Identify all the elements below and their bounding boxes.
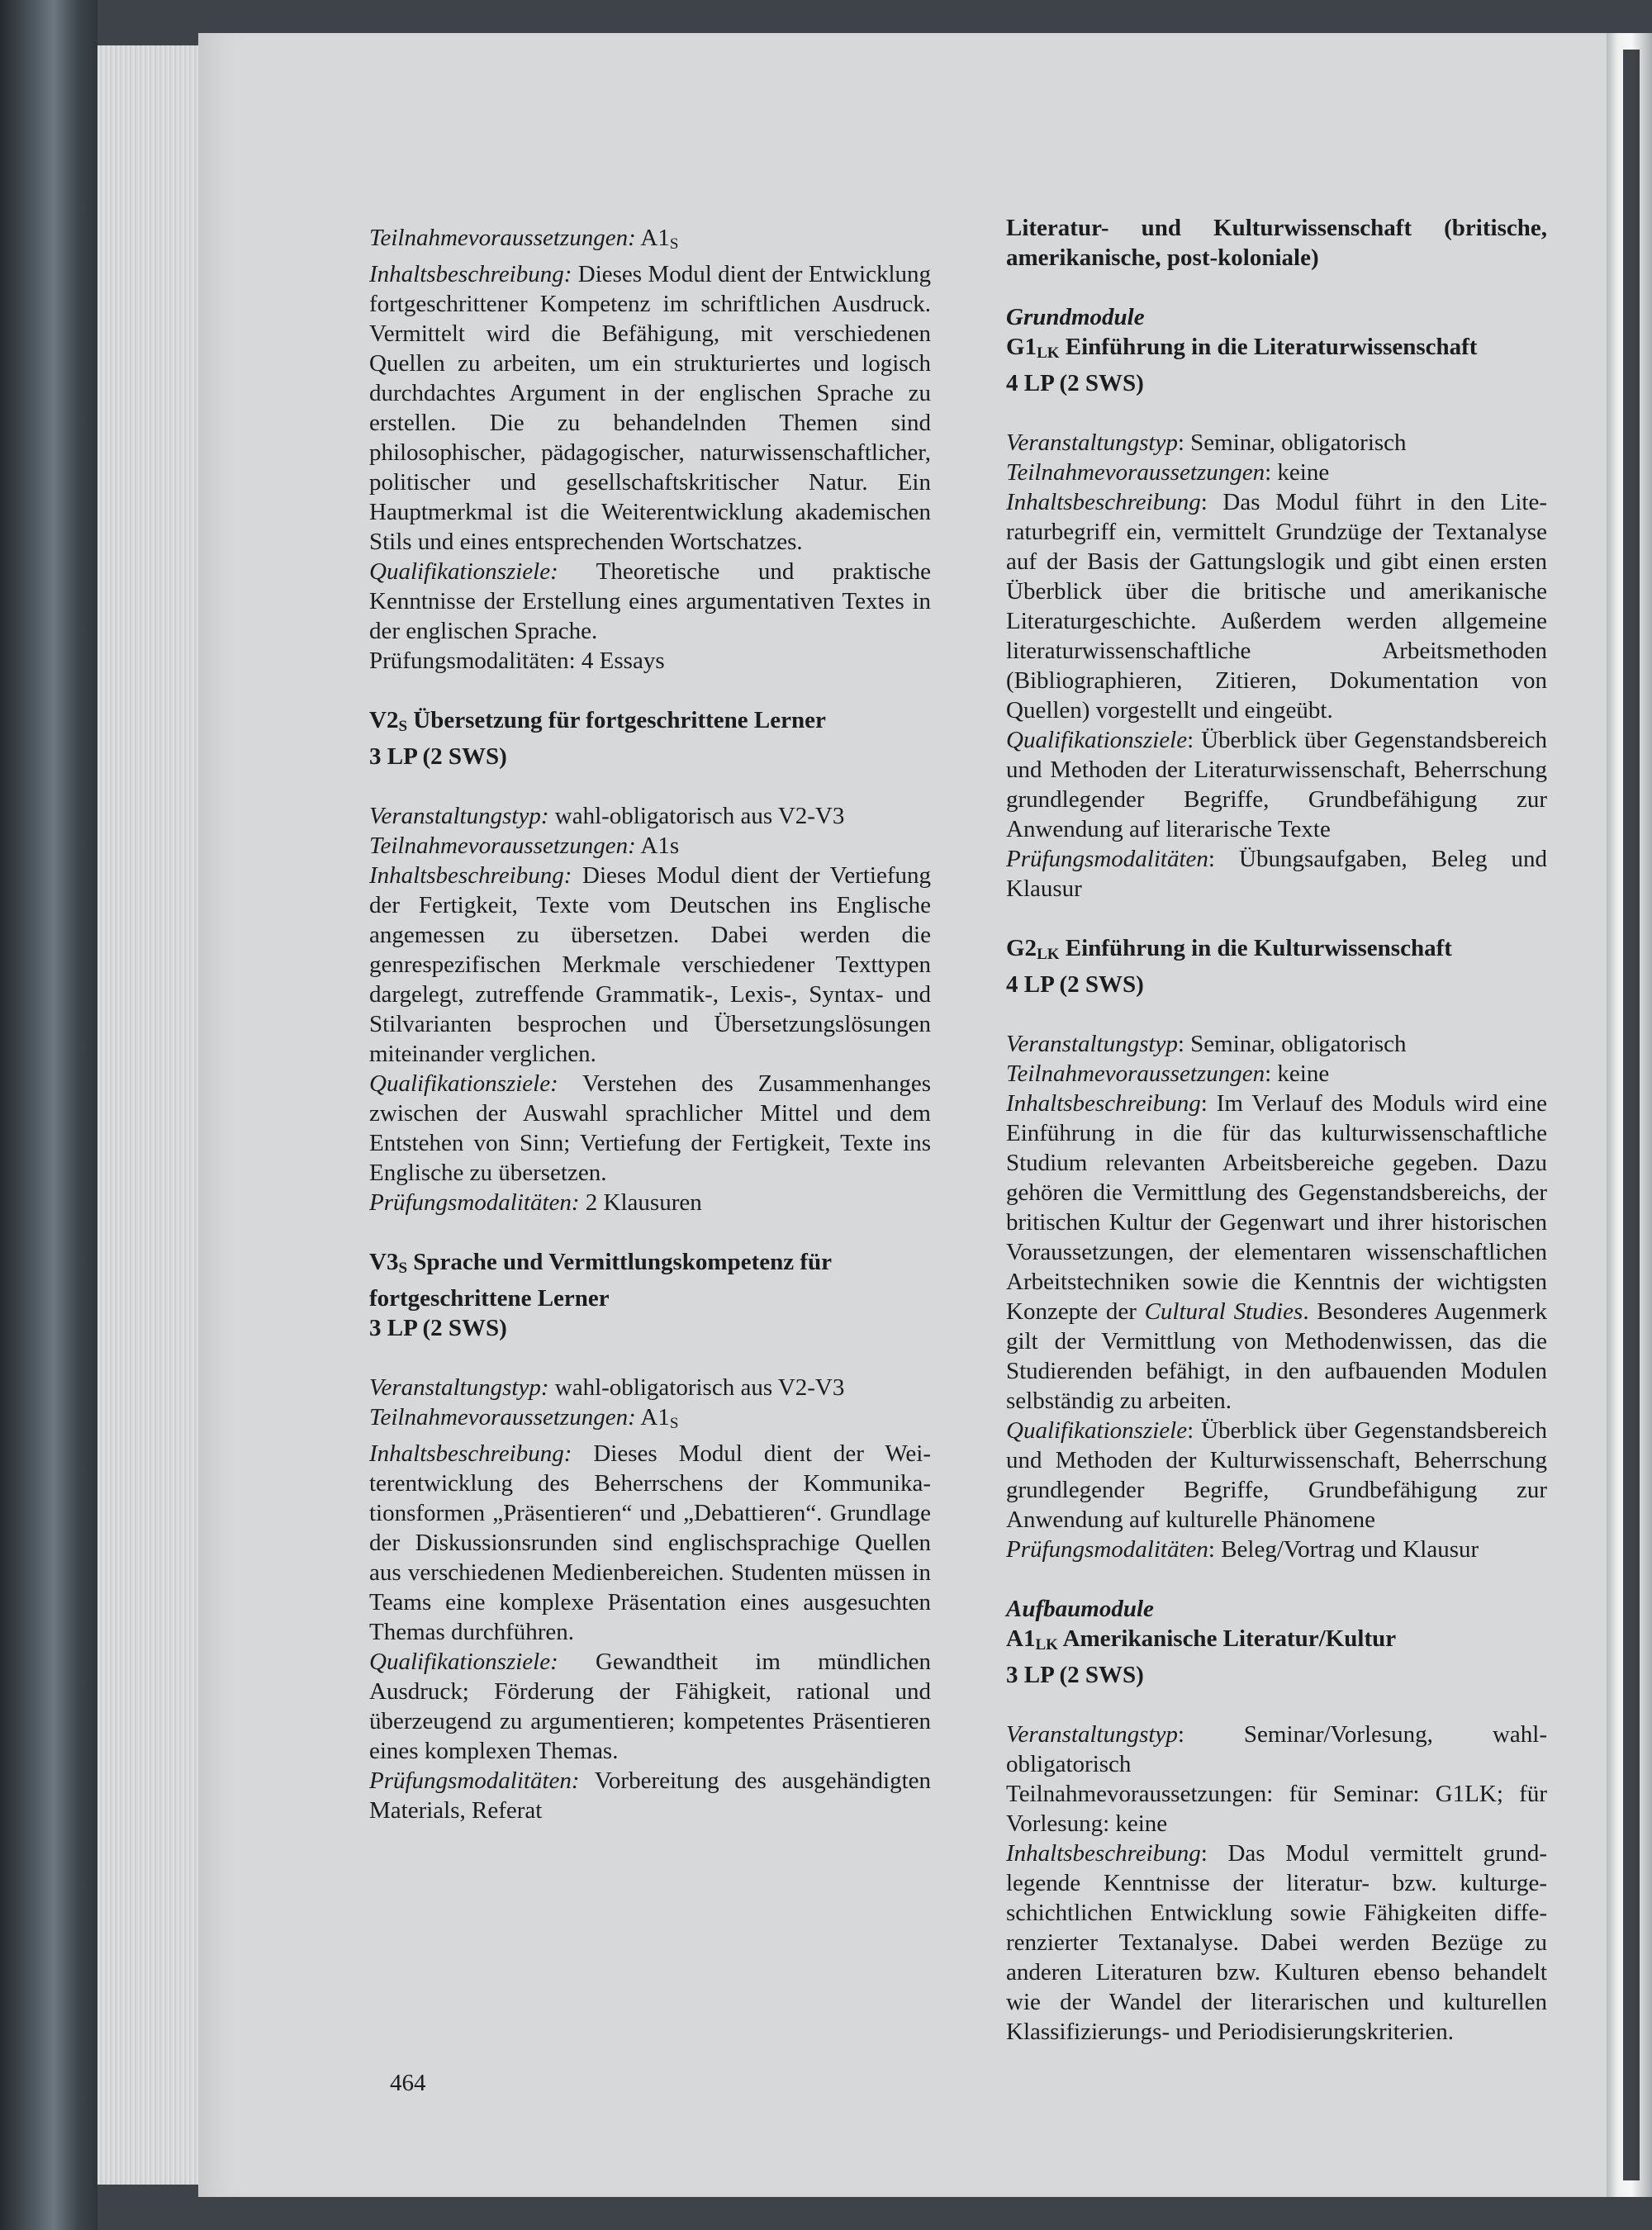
module-title: $G1_{LK}$ Einführung in die Literaturwissenschaft: [1006, 334, 1478, 362]
exam-modalities: Prüfungsmodalitäten: Vorbereitung des ausgehändigten Materials, Referat: [369, 1767, 932, 1824]
content-description: Inhaltsbeschreibung: Das Modul vermittelt grundlegende Kenntnisse der literatur- bzw. kulturgeschichtlichen Entwicklung sowie Fähigkeiten differenzierter Textanalyse. Dabei werden Bezüge zu anderen Literaturen bzw. Kulturen ebenso behandelt wie der Wandel der literarischen und kulturellen Klassifizierungs- und Periodisierungskriterien.: [1006, 1840, 1547, 2045]
module-v2: [369, 705, 931, 1217]
prereq-line: Teilnahmevoraussetzungen: für Seminar: G1LK; für Vorlesung: keine: [1006, 1781, 1547, 1837]
module-g2: [1006, 933, 1547, 1564]
right-column: [1006, 213, 1547, 2047]
module-credits: 3 LP (2 SWS): [369, 743, 507, 770]
qualification-goals: Qualifikationsziele: Gewandtheit im mündlichen Ausdruck; Förderung der Fähigkeit, rational und überzeugend zu argumentieren; kompetentes Präsentieren eines komplexen Themas.: [369, 1649, 932, 1764]
module-credits: 3 LP (2 SWS): [369, 1315, 507, 1341]
exam-modalities: Prüfungsmodalitäten: 4 Essays: [369, 648, 665, 674]
qualification-goals: Qualifikationsziele: Theoretische und praktische Kenntnisse der Erstellung eines argumentativen Textes in der englischen Sprache.: [369, 558, 931, 644]
page-number: 464: [390, 2070, 426, 2096]
module-title: $A1_{LK}$ Amerikanische Literatur/Kultur: [1006, 1625, 1397, 1654]
content-description: Inhaltsbeschreibung: Dieses Modul dient der Weiterentwicklung des Beherrschens der Kommunikationsformen „Präsentieren“ und „Debattieren“. Grundlage der Diskussionsrunden sind englischsprachige Quellen aus verschiedenen Medienbereichen. Studenten müssen in Teams eine komplexe Präsentation eines ausgesuchten Themas durchführen.: [369, 1440, 931, 1645]
module-s-continued: [369, 223, 931, 676]
module-v3: [369, 1247, 931, 1825]
book-spine: [0, 0, 97, 2230]
content-description: Inhaltsbeschreibung: Dieses Modul dient der Entwicklung fortgeschrittener Kompetenz im schriftlichen Ausdruck. Vermittelt wird die Befähigung, mit verschiedenen Quellen zu arbeiten, um ein strukturiertes und logisch durchdachtes Argument in der englischen Sprache zu erstellen. Die zu behandelnden Themen sind philosophischer, pädagogischer, naturwissenschaftlicher, politischer und gesellschaftskritischer Natur. Ein Hauptmerkmal ist die Weiterentwicklung akademischen Stils und eines entsprechenden Wortschatzes.: [369, 261, 932, 555]
aufbaumodule-heading: Aufbaumodule: [1006, 1596, 1154, 1622]
qualification-goals: Qualifikationsziele: Verstehen des Zusammenhanges zwischen der Auswahl sprachlicher Mittel und dem Entstehen von Sinn; Vertiefung der Fertigkeit, Texte ins Englische zu übersetzen.: [369, 1070, 932, 1186]
left-column: [369, 223, 931, 1825]
section-heading: Literatur- und Kulturwissenschaft (britische, amerikanische, post-koloniale): [1006, 215, 1547, 271]
module-title: $G2_{LK}$ Einführung in die Kulturwissenschaft: [1006, 935, 1452, 963]
content-description: Inhaltsbeschreibung: Dieses Modul dient der Vertiefung der Fertigkeit, Texte vom Deutschen ins Englische angemessen zu übersetzen. Dabei werden die genrespezifischen Merkmale verschiedener Texttypen dargelegt, zutreffende Grammatik-, Lexis-, Syntax- und Stilvarianten besprochen und Übersetzungslösungen miteinander verglichen.: [369, 862, 931, 1067]
module-g1: [1006, 332, 1547, 904]
exam-modalities: Prüfungsmodalitäten: Übungsaufgaben, Beleg und Klausur: [1006, 846, 1547, 902]
course-type: Veranstaltungstyp: Seminar, obligatorisch: [1006, 429, 1407, 456]
grundmodule-heading: Grundmodule: [1006, 304, 1145, 330]
qualification-goals: Qualifikationsziele: Überblick über Gegenstandsbereich und Methoden der Kulturwissenschaft, Beherrschung grundlegender Begriffe, Grundbefähigung zur Anwendung auf kulturelle Phänomene: [1006, 1417, 1547, 1533]
prereq-line: Teilnahmevoraussetzungen: $A1_S$: [369, 225, 679, 253]
exam-modalities: Prüfungsmodalitäten: 2 Klausuren: [369, 1189, 702, 1216]
exam-modalities: Prüfungsmodalitäten: Beleg/Vortrag und Klausur: [1006, 1536, 1479, 1563]
prereq-line: Teilnahmevoraussetzungen: A1s: [369, 833, 680, 859]
course-type: Veranstaltungstyp: wahl-obligatorisch aus V2-V3: [369, 1374, 845, 1401]
module-title-line2: fortgeschrittene Lerner: [369, 1285, 610, 1312]
prereq-line: Teilnahmevoraussetzungen: $A1_S$: [369, 1404, 679, 1432]
module-title: $V3_S$ Sprache und Vermittlungskompetenz für: [369, 1249, 833, 1277]
binding-strip: [1623, 50, 1640, 2180]
module-credits: 3 LP (2 SWS): [1006, 1662, 1144, 1688]
qualification-goals: Qualifikationsziele: Überblick über Gegenstandsbereich und Methoden der Literaturwissenschaft, Beherrschung grundlegender Begriffe, Grundbefähigung zur Anwendung auf literarische Texte: [1006, 727, 1547, 842]
prereq-line: Teilnahmevoraussetzungen: keine: [1006, 459, 1330, 486]
module-credits: 4 LP (2 SWS): [1006, 971, 1144, 998]
prereq-line: Teilnahmevoraussetzungen: keine: [1006, 1060, 1330, 1087]
content-description: Inhaltsbeschreibung: Das Modul führt in den Literaturbegriff ein, vermittelt Grundzüge der Textanalyse auf der Basis der Gattungslogik und gibt einen ersten Überblick über die britische und amerikanische Literaturgeschichte. Außerdem werden allgemeine literaturwissenschaftliche Arbeitsmethoden (Bibliographieren, Zitieren, Dokumentation von Quellen) vorgestellt und eingeübt.: [1006, 489, 1547, 724]
content-description: Inhaltsbeschreibung: Im Verlauf des Moduls wird eine Einführung in die für das kulturwissenschaftliche Studium relevanten Arbeitsbereiche gegeben. Dazu gehören die Vermittlung des Gegenstandsbereichs, der britischen Kultur der Gegenwart und ihrer historischen Voraussetzungen, der elementaren wissenschaftlichen Arbeitstechniken sowie die Kenntnis der wichtigsten Konzepte der Cultural Studies. Besonderes Augenmerk gilt der Vermittlung von Methodenwissen, das die Studierenden befähigt, in den aufbauenden Modulen selbständig zu arbeiten.: [1006, 1090, 1547, 1414]
module-a1: [1006, 1624, 1547, 2047]
module-title: $V2_S$ Übersetzung für fortgeschrittene Lerner: [369, 707, 826, 735]
course-type: Veranstaltungstyp: Seminar/Vorlesung, wahlobligatorisch: [1006, 1721, 1547, 1777]
course-type: Veranstaltungstyp: Seminar, obligatorisch: [1006, 1031, 1407, 1057]
module-credits: 4 LP (2 SWS): [1006, 370, 1144, 396]
course-type: Veranstaltungstyp: wahl-obligatorisch aus V2-V3: [369, 803, 845, 829]
